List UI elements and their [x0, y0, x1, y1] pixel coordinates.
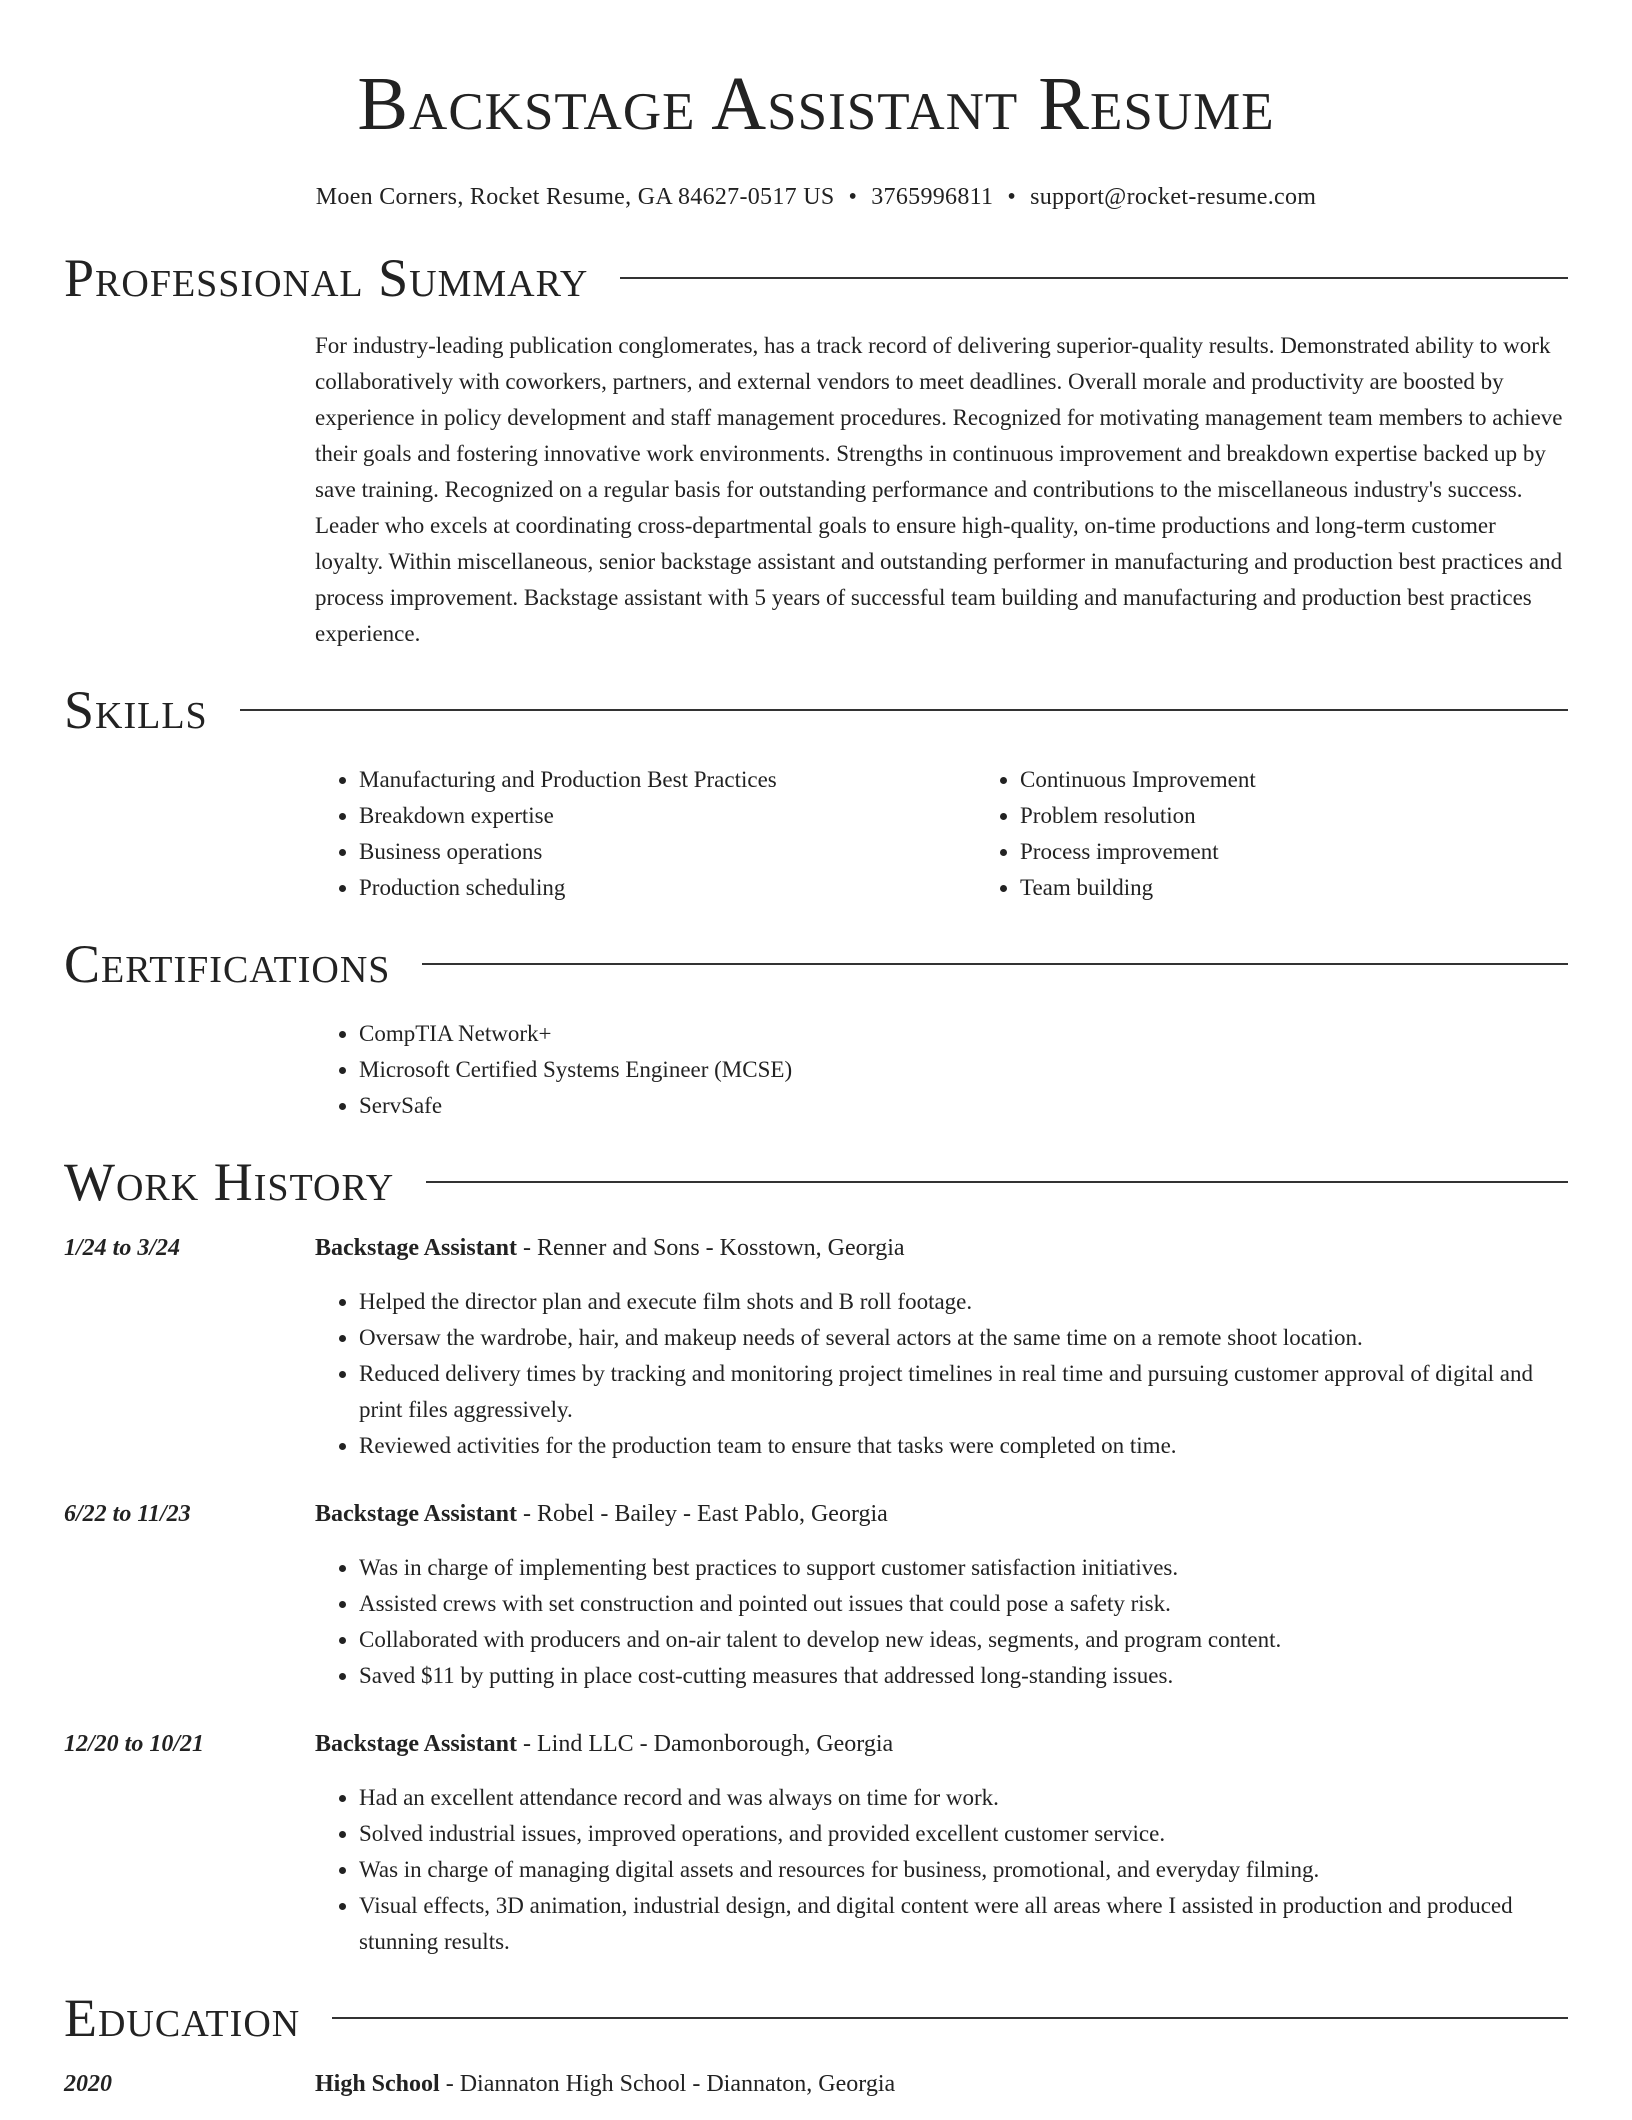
- resume-title: Backstage Assistant Resume: [357, 62, 1275, 146]
- job-bullet: • Helped the director plan and execute film shots and B roll footage.: [359, 1284, 1568, 1320]
- job-bullet: • Solved industrial issues, improved operations, and provided excellent customer service.: [359, 1816, 1568, 1852]
- skills-section-header: [64, 678, 1568, 742]
- job-entry: [64, 1230, 1568, 1464]
- contact-separator: •: [1007, 184, 1017, 210]
- job-title: Backstage Assistant: [315, 1731, 518, 1757]
- section-divider: [240, 709, 1568, 711]
- job-bullet: • Reviewed activities for the production team to ensure that tasks were completed on time.: [359, 1428, 1568, 1464]
- job-bullets: [315, 1284, 1568, 1464]
- section-heading-work: Work History: [64, 1152, 395, 1212]
- job-bullet: • Oversaw the wardrobe, hair, and makeup needs of several actors at the same time on a remote shoot location.: [359, 1320, 1568, 1356]
- job-bullet: • Had an excellent attendance record and was always on time for work.: [359, 1780, 1568, 1816]
- job-bullet: • Saved $11 by putting in place cost-cutting measures that addressed long-standing issues.: [359, 1658, 1568, 1694]
- job-bullets: [315, 1780, 1568, 1960]
- section-divider: [426, 1181, 1568, 1183]
- skill-item: • Business operations: [359, 834, 976, 870]
- certification-item: • CompTIA Network+: [359, 1016, 1568, 1052]
- certifications-list: [315, 1016, 1568, 1124]
- certification-item: • Microsoft Certified Systems Engineer (MCSE): [359, 1052, 1568, 1088]
- education-year: 2020: [64, 2071, 112, 2097]
- skills-column-left: [315, 762, 976, 906]
- job-heading: [315, 1496, 1568, 1532]
- job-title: Backstage Assistant: [315, 1235, 518, 1261]
- job-entry: [64, 1496, 1568, 1694]
- skill-item: • Problem resolution: [1020, 798, 1256, 834]
- job-bullet: • Assisted crews with set construction and pointed out issues that could pose a safety risk.: [359, 1586, 1568, 1622]
- job-employer: - Renner and Sons - Kosstown, Georgia: [517, 1235, 905, 1261]
- section-heading-education: Education: [64, 1988, 301, 2048]
- section-heading-skills: Skills: [64, 680, 208, 740]
- section-divider: [332, 2017, 1568, 2019]
- job-bullet: • Reduced delivery times by tracking and monitoring project timelines in real time and pursuing customer approval of digital and print files aggressively.: [359, 1356, 1568, 1428]
- job-title: Backstage Assistant: [315, 1501, 518, 1527]
- skill-item: • Breakdown expertise: [359, 798, 976, 834]
- skill-item: • Continuous Improvement: [1020, 762, 1256, 798]
- skills-column-right: [976, 762, 1256, 906]
- skill-item: • Production scheduling: [359, 870, 976, 906]
- job-heading: [315, 1230, 1568, 1266]
- education-heading: [315, 2066, 1568, 2102]
- education-school: - Diannaton High School - Diannaton, Georgia: [439, 2071, 896, 2097]
- job-dates: 6/22 to 11/23: [64, 1501, 191, 1527]
- job-entry: [64, 1726, 1568, 1960]
- skill-item: • Process improvement: [1020, 834, 1256, 870]
- certifications-section-header: [64, 932, 1568, 996]
- job-bullet: • Was in charge of managing digital assets and resources for business, promotional, and everyday filming.: [359, 1852, 1568, 1888]
- job-bullet: • Visual effects, 3D animation, industrial design, and digital content were all areas where I assisted in production and produced stunning results.: [359, 1888, 1568, 1960]
- skill-item: • Manufacturing and Production Best Practices: [359, 762, 976, 798]
- contact-address: Moen Corners, Rocket Resume, GA 84627-0517 US: [315, 184, 835, 210]
- job-bullets: [315, 1550, 1568, 1694]
- job-heading: [315, 1726, 1568, 1762]
- skill-item: • Team building: [1020, 870, 1256, 906]
- section-divider: [620, 277, 1568, 279]
- section-divider: [422, 963, 1568, 965]
- contact-separator: •: [848, 184, 858, 210]
- job-dates: 1/24 to 3/24: [64, 1235, 181, 1261]
- education-degree: High School: [315, 2071, 440, 2097]
- certification-item: • ServSafe: [359, 1088, 1568, 1124]
- summary-section-header: [64, 246, 1568, 310]
- job-employer: - Robel - Bailey - East Pablo, Georgia: [517, 1501, 888, 1527]
- education-section-header: [64, 1986, 1568, 2050]
- contact-line: [64, 182, 1568, 212]
- contact-phone: 3765996811: [871, 184, 994, 210]
- job-bullet: • Collaborated with producers and on-air talent to develop new ideas, segments, and program content.: [359, 1622, 1568, 1658]
- contact-email: support@rocket-resume.com: [1030, 184, 1317, 210]
- section-heading-certifications: Certifications: [64, 934, 391, 994]
- skills-list: [315, 762, 1568, 906]
- job-bullet: • Was in charge of implementing best practices to support customer satisfaction initiatives.: [359, 1550, 1568, 1586]
- summary-text: For industry-leading publication conglomerates, has a track record of delivering superior-quality results. Demonstrated ability to work collaboratively with coworkers, partners, and external vendors to meet deadlines. Overall morale and productivity are boosted by experience in policy development and staff management procedures. Recognized for motivating management team members to achieve their goals and fostering innovative work environments. Strengths in continuous improvement and breakdown expertise backed up by save training. Recognized on a regular basis for outstanding performance and contributions to the miscellaneous industry's success. Leader who excels at coordinating cross-departmental goals to ensure high-quality, on-time productions and long-term customer loyalty. Within miscellaneous, senior backstage assistant and outstanding performer in manufacturing and production best practices and process improvement. Backstage assistant with 5 years of successful team building and manufacturing and production best practices experience.: [315, 333, 1563, 646]
- section-heading-summary: Professional Summary: [64, 248, 589, 308]
- work-section-header: [64, 1150, 1568, 1214]
- job-dates: 12/20 to 10/21: [64, 1731, 205, 1757]
- job-employer: - Lind LLC - Damonborough, Georgia: [517, 1731, 894, 1757]
